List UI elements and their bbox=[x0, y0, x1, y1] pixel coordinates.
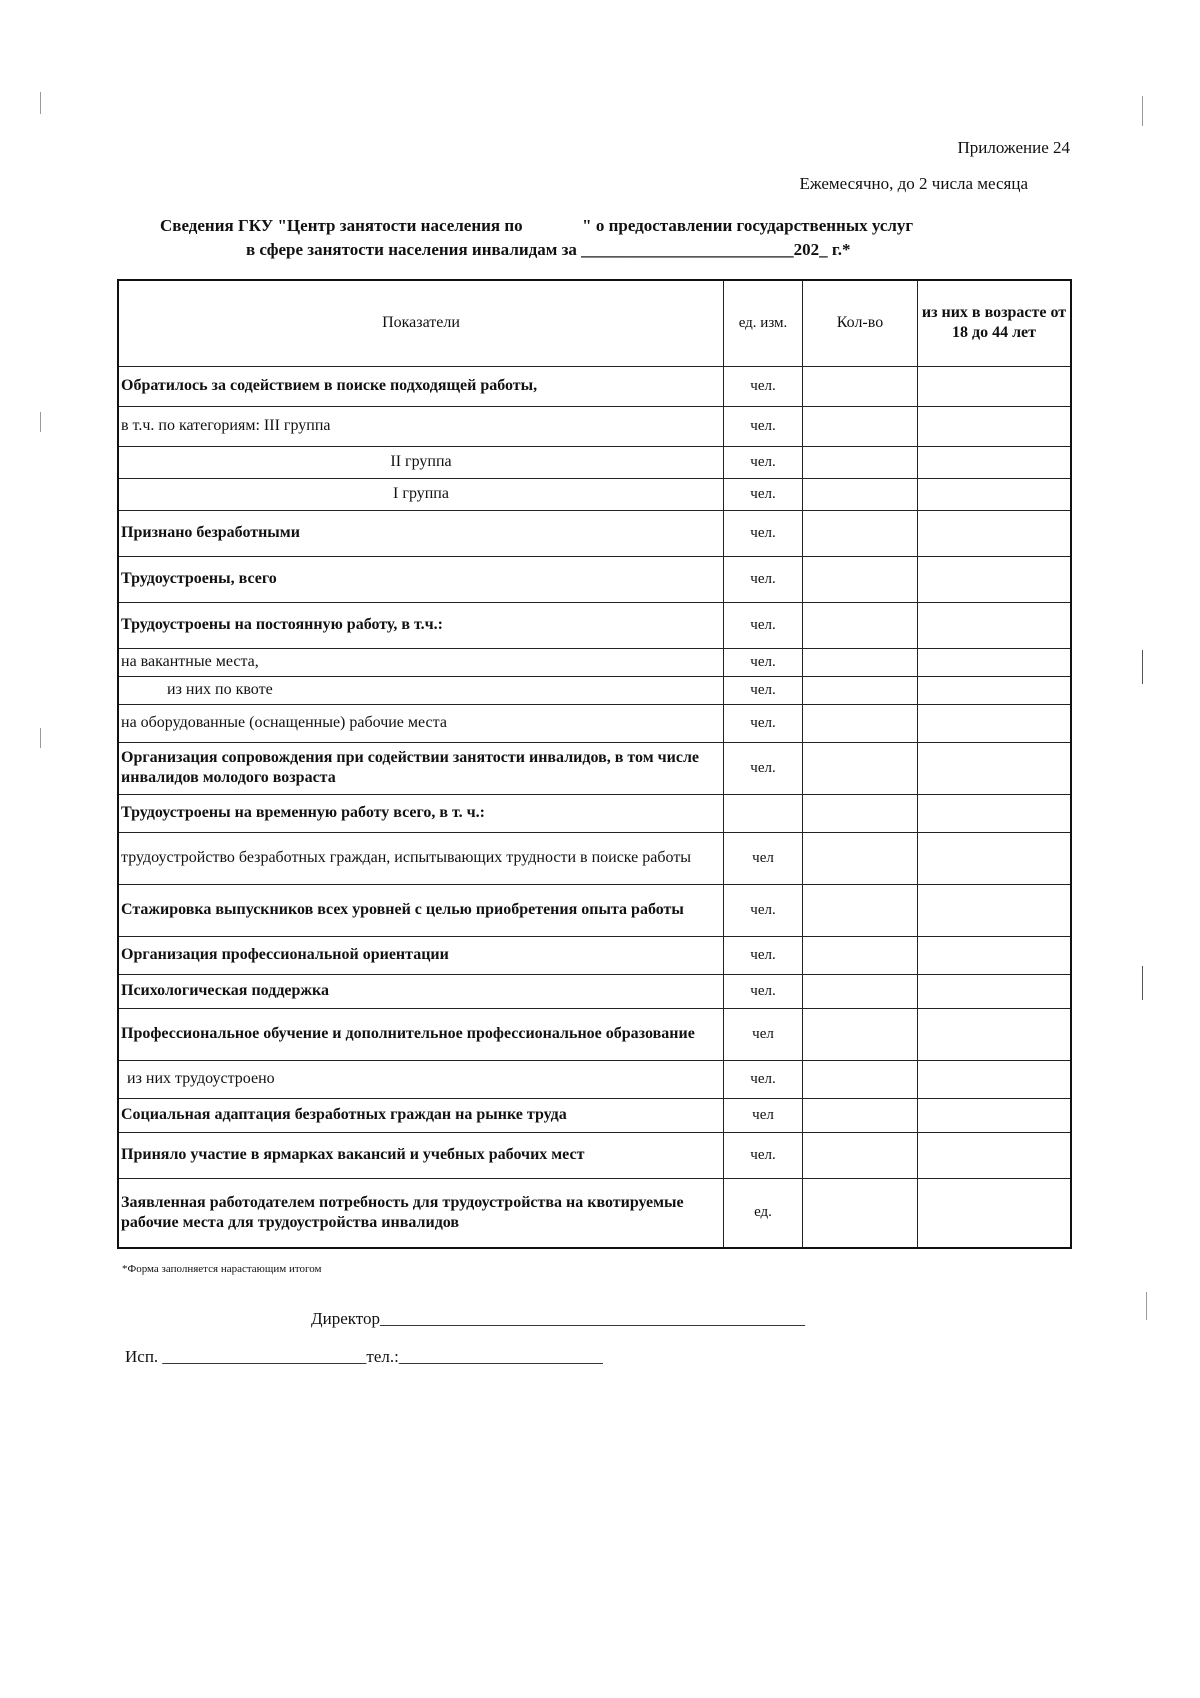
services-report-table bbox=[117, 279, 1072, 1249]
row-unit: чел. bbox=[724, 510, 803, 556]
row-unit: чел. bbox=[724, 1132, 803, 1178]
row-unit: чел. bbox=[724, 742, 803, 794]
age-18-44-cell[interactable] bbox=[918, 556, 1072, 602]
row-unit: чел. bbox=[724, 366, 803, 406]
table-row bbox=[118, 704, 1071, 742]
age-18-44-cell[interactable] bbox=[918, 884, 1072, 936]
quantity-cell[interactable] bbox=[803, 1132, 918, 1178]
row-label: Социальная адаптация безработных граждан на рынке труда bbox=[118, 1098, 724, 1132]
executor-phone-line: Исп. ________________________тел.:________________________ bbox=[125, 1347, 603, 1366]
quantity-cell[interactable] bbox=[803, 648, 918, 676]
quantity-cell[interactable] bbox=[803, 602, 918, 648]
row-unit: чел. bbox=[724, 884, 803, 936]
row-unit: чел. bbox=[724, 406, 803, 446]
age-18-44-cell[interactable] bbox=[918, 406, 1072, 446]
row-unit: чел. bbox=[724, 974, 803, 1008]
quantity-cell[interactable] bbox=[803, 366, 918, 406]
table-row bbox=[118, 478, 1071, 510]
table-row bbox=[118, 1008, 1071, 1060]
scan-artifact bbox=[40, 412, 41, 432]
age-18-44-cell[interactable] bbox=[918, 478, 1072, 510]
table-row bbox=[118, 676, 1071, 704]
row-label: Организация профессиональной ориентации bbox=[118, 936, 724, 974]
table-row bbox=[118, 406, 1071, 446]
row-label: Трудоустроены на постоянную работу, в т.ч.: bbox=[118, 602, 724, 648]
scan-artifact bbox=[1146, 1292, 1147, 1320]
quantity-cell[interactable] bbox=[803, 974, 918, 1008]
row-label: из них трудоустроено bbox=[118, 1060, 724, 1098]
table-row bbox=[118, 936, 1071, 974]
quantity-cell[interactable] bbox=[803, 446, 918, 478]
row-label: Приняло участие в ярмарках вакансий и учебных рабочих мест bbox=[118, 1132, 724, 1178]
quantity-cell[interactable] bbox=[803, 794, 918, 832]
age-18-44-cell[interactable] bbox=[918, 446, 1072, 478]
row-unit: чел. bbox=[724, 602, 803, 648]
age-18-44-cell[interactable] bbox=[918, 742, 1072, 794]
row-label: в т.ч. по категориям: III группа bbox=[118, 406, 724, 446]
age-18-44-cell[interactable] bbox=[918, 936, 1072, 974]
scan-artifact bbox=[1142, 966, 1143, 1000]
table-row bbox=[118, 742, 1071, 794]
row-label: из них по квоте bbox=[118, 676, 724, 704]
age-18-44-cell[interactable] bbox=[918, 974, 1072, 1008]
column-header-quantity: Кол-во bbox=[803, 280, 918, 366]
row-label: Организация сопровождения при содействии занятости инвалидов, в том числе инвалидов молодого возраста bbox=[118, 742, 724, 794]
table-row bbox=[118, 602, 1071, 648]
row-label: Признано безработными bbox=[118, 510, 724, 556]
age-18-44-cell[interactable] bbox=[918, 1060, 1072, 1098]
row-unit: ед. bbox=[724, 1178, 803, 1248]
quantity-cell[interactable] bbox=[803, 832, 918, 884]
quantity-cell[interactable] bbox=[803, 556, 918, 602]
quantity-cell[interactable] bbox=[803, 1098, 918, 1132]
quantity-cell[interactable] bbox=[803, 1008, 918, 1060]
quantity-cell[interactable] bbox=[803, 742, 918, 794]
age-18-44-cell[interactable] bbox=[918, 1098, 1072, 1132]
row-unit: чел. bbox=[724, 1060, 803, 1098]
age-18-44-cell[interactable] bbox=[918, 510, 1072, 556]
row-unit: чел bbox=[724, 1098, 803, 1132]
quantity-cell[interactable] bbox=[803, 478, 918, 510]
table-row bbox=[118, 510, 1071, 556]
row-label: II группа bbox=[118, 446, 724, 478]
appendix-number: Приложение 24 bbox=[957, 138, 1070, 157]
row-unit bbox=[724, 794, 803, 832]
column-header-unit: ед. изм. bbox=[724, 280, 803, 366]
table-row bbox=[118, 1178, 1071, 1248]
age-18-44-cell[interactable] bbox=[918, 1178, 1072, 1248]
row-unit: чел bbox=[724, 832, 803, 884]
quantity-cell[interactable] bbox=[803, 704, 918, 742]
age-18-44-cell[interactable] bbox=[918, 832, 1072, 884]
age-18-44-cell[interactable] bbox=[918, 1132, 1072, 1178]
column-header-indicator: Показатели bbox=[118, 280, 724, 366]
quantity-cell[interactable] bbox=[803, 1178, 918, 1248]
scan-artifact bbox=[40, 92, 41, 114]
row-unit: чел. bbox=[724, 478, 803, 510]
quantity-cell[interactable] bbox=[803, 510, 918, 556]
table-row bbox=[118, 1098, 1071, 1132]
age-18-44-cell[interactable] bbox=[918, 794, 1072, 832]
age-18-44-cell[interactable] bbox=[918, 648, 1072, 676]
row-label: на оборудованные (оснащенные) рабочие места bbox=[118, 704, 724, 742]
age-18-44-cell[interactable] bbox=[918, 602, 1072, 648]
quantity-cell[interactable] bbox=[803, 884, 918, 936]
age-18-44-cell[interactable] bbox=[918, 704, 1072, 742]
scan-artifact bbox=[40, 728, 41, 748]
row-unit: чел. bbox=[724, 936, 803, 974]
table-row bbox=[118, 832, 1071, 884]
table-row bbox=[118, 794, 1071, 832]
footnote: *Форма заполняется нарастающим итогом bbox=[122, 1263, 322, 1275]
director-signature-line: Директор__________________________________________________ bbox=[311, 1309, 805, 1328]
submission-frequency: Ежемесячно, до 2 числа месяца bbox=[799, 174, 1028, 193]
row-unit: чел. bbox=[724, 704, 803, 742]
row-unit: чел bbox=[724, 1008, 803, 1060]
quantity-cell[interactable] bbox=[803, 676, 918, 704]
table-row bbox=[118, 648, 1071, 676]
column-header-age-18-44: из них в возрасте от 18 до 44 лет bbox=[918, 280, 1072, 366]
table-row bbox=[118, 1132, 1071, 1178]
row-unit: чел. bbox=[724, 446, 803, 478]
document-title-line2: в сфере занятости населения инвалидам за _________________________202_ г.* bbox=[246, 240, 851, 259]
row-label: Трудоустроены на временную работу всего, в т. ч.: bbox=[118, 794, 724, 832]
table-row bbox=[118, 556, 1071, 602]
row-label: трудоустройство безработных граждан, испытывающих трудности в поиске работы bbox=[118, 832, 724, 884]
row-label: Заявленная работодателем потребность для трудоустройства на квотируемые рабочие места для трудоустройства инвалидов bbox=[118, 1178, 724, 1248]
document-title-line1: Сведения ГКУ "Центр занятости населения по " о предоставлении государственных услуг bbox=[160, 216, 914, 235]
age-18-44-cell[interactable] bbox=[918, 1008, 1072, 1060]
table-row bbox=[118, 884, 1071, 936]
row-label: Трудоустроены, всего bbox=[118, 556, 724, 602]
quantity-cell[interactable] bbox=[803, 936, 918, 974]
quantity-cell[interactable] bbox=[803, 1060, 918, 1098]
row-label: I группа bbox=[118, 478, 724, 510]
row-label: Обратилось за содействием в поиске подходящей работы, bbox=[118, 366, 724, 406]
quantity-cell[interactable] bbox=[803, 406, 918, 446]
row-unit: чел. bbox=[724, 556, 803, 602]
scan-artifact bbox=[1142, 650, 1143, 684]
table-row bbox=[118, 974, 1071, 1008]
age-18-44-cell[interactable] bbox=[918, 676, 1072, 704]
age-18-44-cell[interactable] bbox=[918, 366, 1072, 406]
scan-artifact bbox=[1142, 96, 1143, 126]
row-unit: чел. bbox=[724, 676, 803, 704]
row-label: Стажировка выпускников всех уровней с целью приобретения опыта работы bbox=[118, 884, 724, 936]
row-unit: чел. bbox=[724, 648, 803, 676]
row-label: Психологическая поддержка bbox=[118, 974, 724, 1008]
table-row bbox=[118, 1060, 1071, 1098]
row-label: на вакантные места, bbox=[118, 648, 724, 676]
row-label: Профессиональное обучение и дополнительное профессиональное образование bbox=[118, 1008, 724, 1060]
table-row bbox=[118, 366, 1071, 406]
table-row bbox=[118, 446, 1071, 478]
